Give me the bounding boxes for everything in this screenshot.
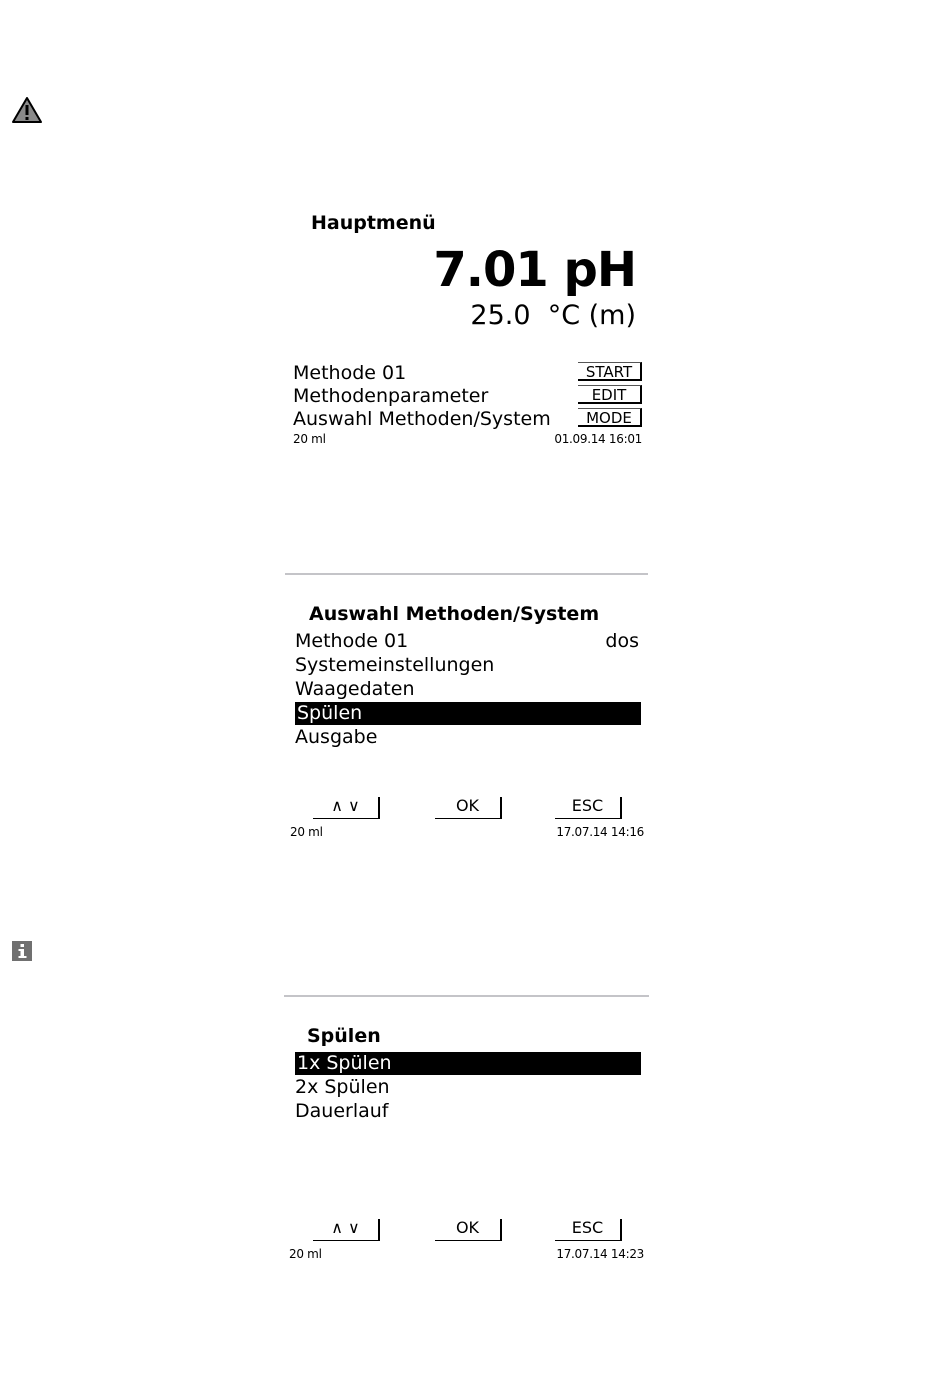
list-item-value: dos [605, 630, 639, 652]
list-item-scale-data[interactable]: Waagedaten [295, 678, 415, 700]
screen-title: Hauptmenü [311, 212, 436, 234]
method-parameters-label: Methodenparameter [293, 385, 489, 407]
edit-button[interactable]: EDIT [578, 385, 642, 404]
volume-status: 20 ml [289, 1247, 322, 1261]
temperature-reading: 25.0 °C (m) [470, 300, 636, 331]
up-down-button[interactable]: ∧ ∨ [313, 797, 380, 819]
volume-status: 20 ml [290, 825, 323, 839]
mode-button[interactable]: MODE [578, 408, 642, 427]
warning-triangle-icon [11, 96, 43, 124]
list-item-system-settings[interactable]: Systemeinstellungen [295, 654, 495, 676]
esc-button[interactable]: ESC [555, 1219, 622, 1241]
screen-title: Auswahl Methoden/System [309, 603, 600, 625]
list-item-label: 1x Spülen [297, 1052, 392, 1074]
method-row-label: Methode 01 [293, 362, 407, 384]
info-icon [12, 941, 32, 961]
list-item-continuous[interactable]: Dauerlauf [295, 1100, 389, 1122]
esc-button[interactable]: ESC [555, 797, 622, 819]
list-item-label: Methode 01 [295, 630, 409, 652]
screen-divider [284, 995, 649, 997]
up-down-button[interactable]: ∧ ∨ [313, 1219, 380, 1241]
datetime-status: 17.07.14 14:16 [556, 825, 644, 839]
ok-button[interactable]: OK [435, 1219, 502, 1241]
rinse-screen [285, 1017, 650, 1267]
ok-button[interactable]: OK [435, 797, 502, 819]
list-item-rinse-2x[interactable]: 2x Spülen [295, 1076, 390, 1098]
start-button[interactable]: START [578, 362, 642, 381]
main-menu-screen [285, 200, 650, 460]
list-item-label: Spülen [297, 702, 363, 724]
datetime-status: 01.09.14 16:01 [554, 432, 642, 446]
list-item-rinse-1x-selected[interactable] [295, 1052, 641, 1075]
screen-divider [285, 573, 648, 575]
volume-status: 20 ml [293, 432, 326, 446]
selection-methods-label: Auswahl Methoden/System [293, 408, 551, 430]
selection-methods-screen [285, 595, 650, 845]
ph-reading: 7.01 pH [433, 242, 636, 298]
list-item-method[interactable] [295, 630, 641, 653]
list-item-output[interactable]: Ausgabe [295, 726, 378, 748]
list-item-rinse-selected[interactable] [295, 702, 641, 725]
screen-title: Spülen [307, 1025, 381, 1047]
datetime-status: 17.07.14 14:23 [556, 1247, 644, 1261]
